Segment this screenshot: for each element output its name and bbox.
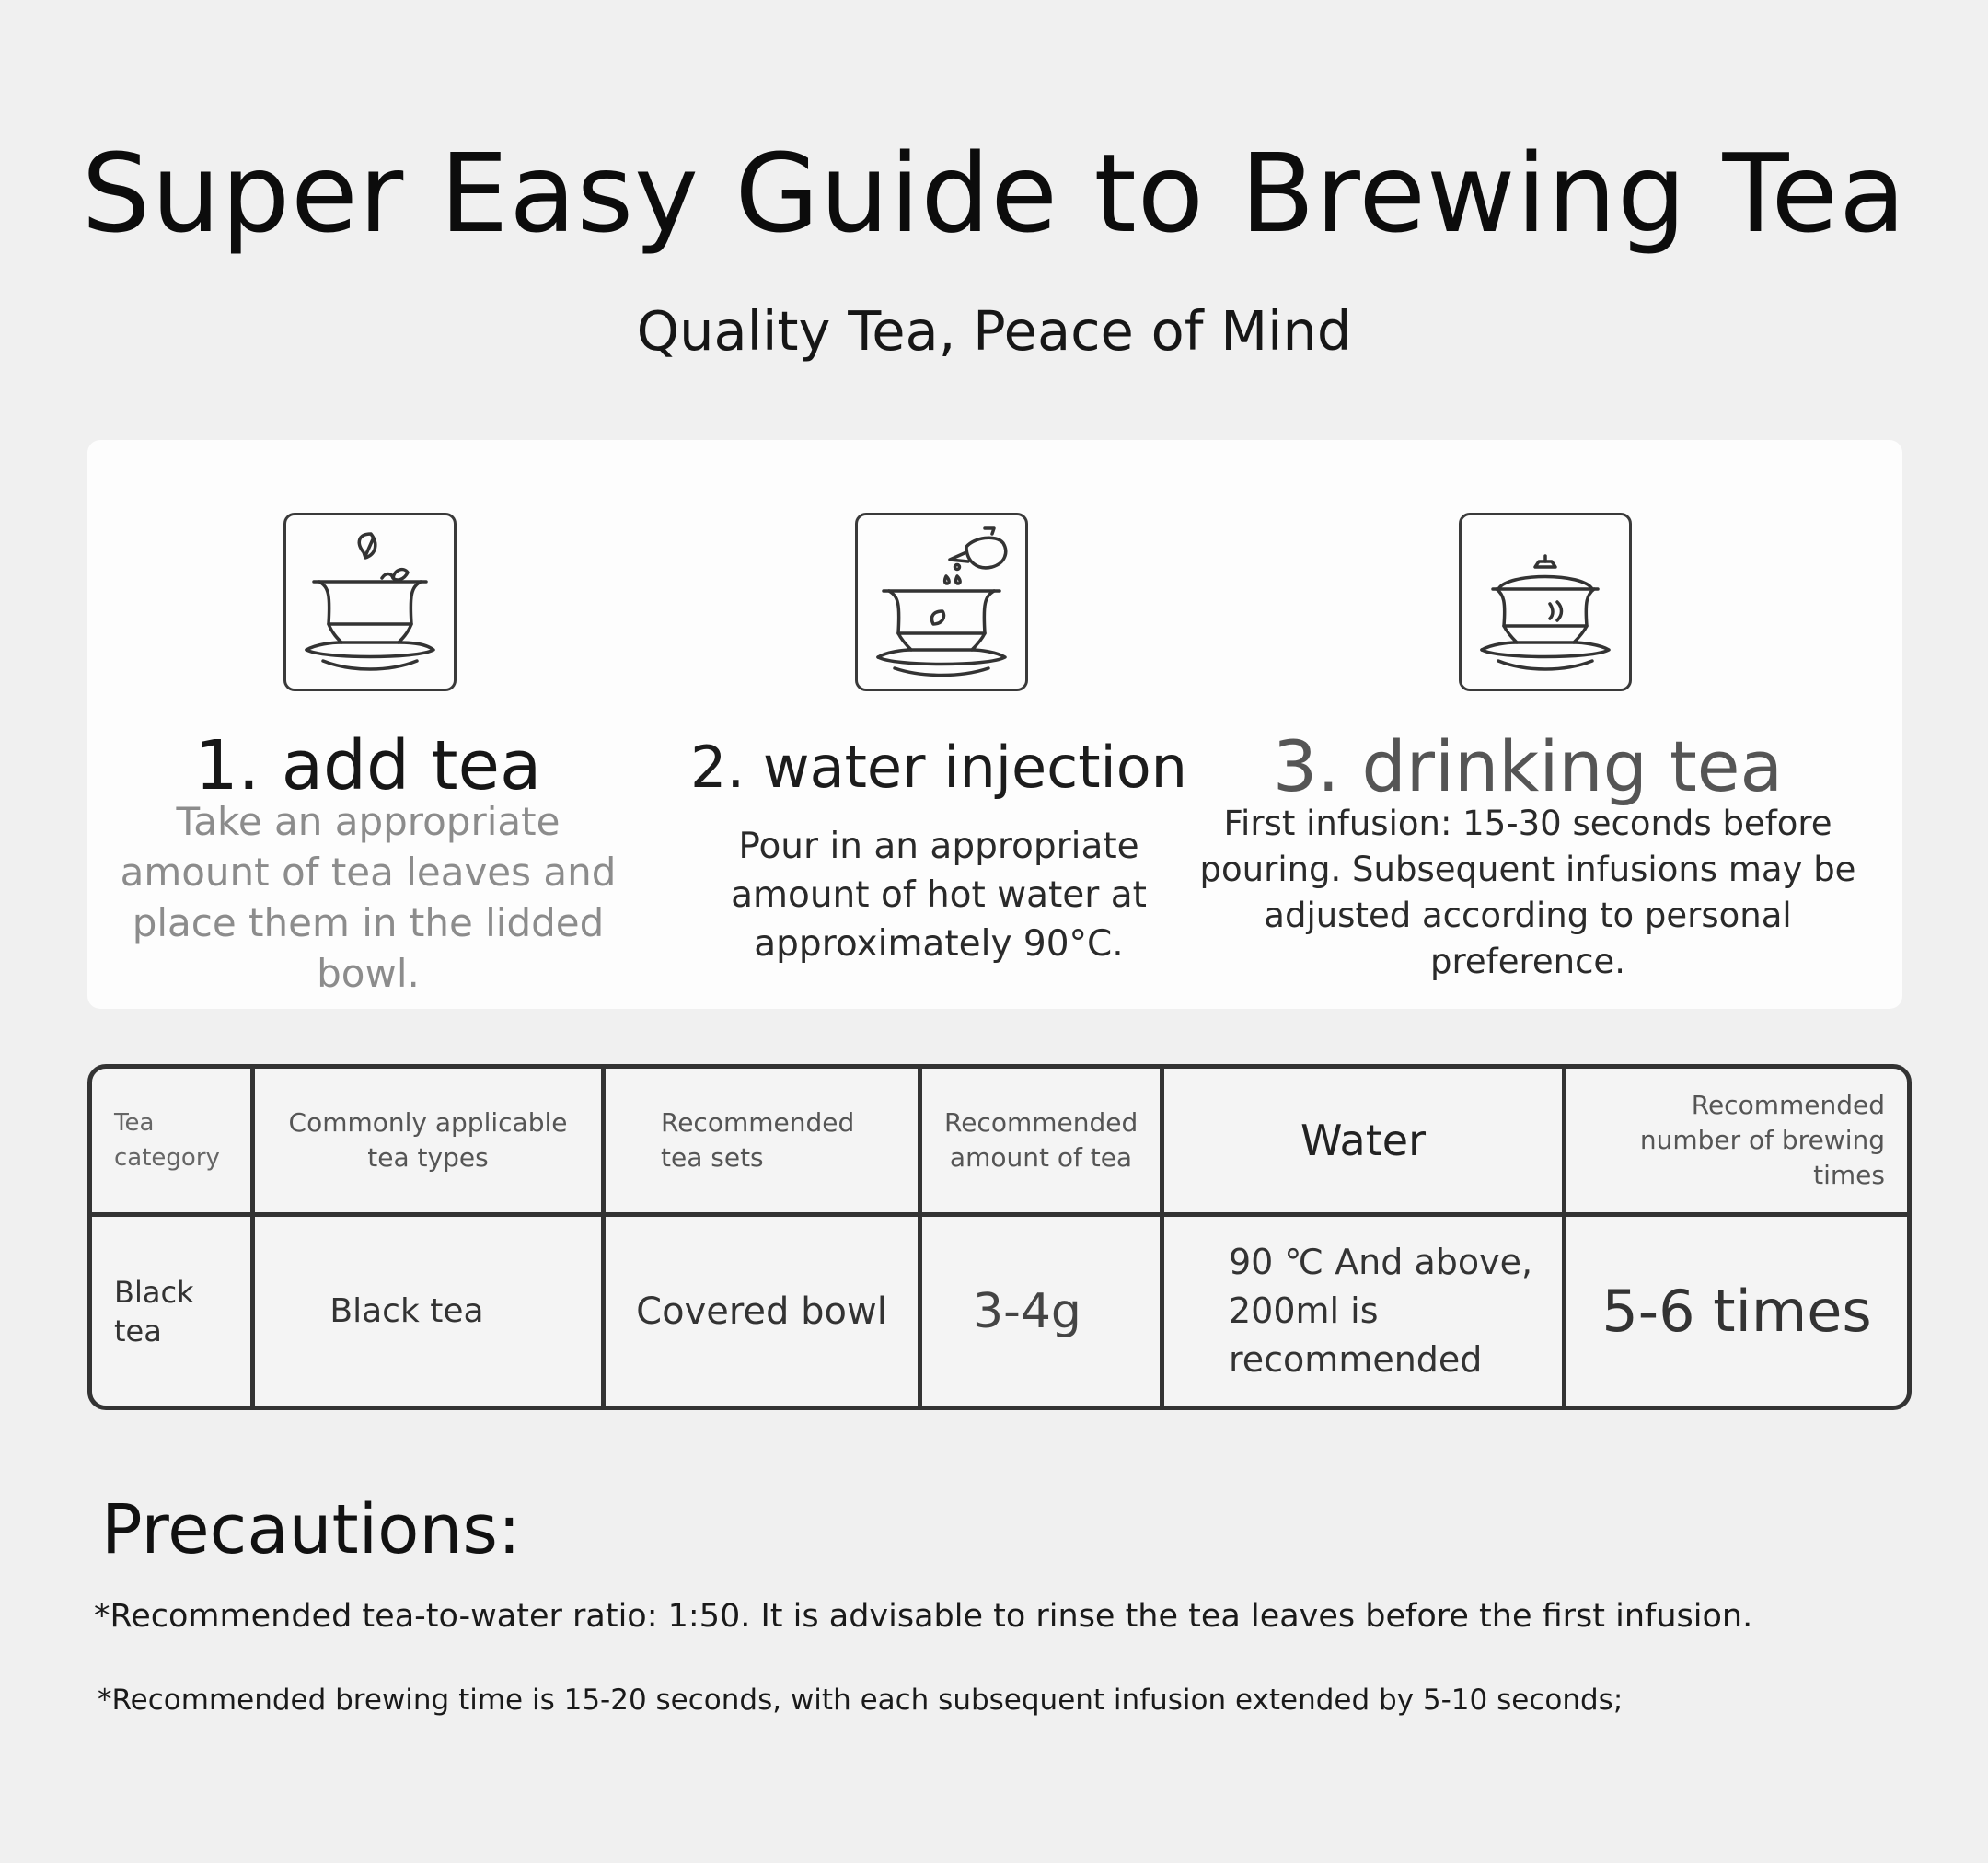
header-amount: Recommended amount of tea: [922, 1069, 1164, 1217]
table-row: [92, 1217, 1907, 1406]
page-title: Super Easy Guide to Brewing Tea: [81, 130, 1907, 257]
lidded-bowl-with-leaves-icon: [283, 513, 457, 691]
brewing-table: [87, 1064, 1912, 1410]
header-tea-sets: Recommended tea sets: [606, 1069, 922, 1217]
step-3-description: First infusion: 15-30 seconds before pouring. Subsequent infusions may be adjusted according to personal preference.: [1199, 804, 1856, 981]
step-3-title: 3. drinking tea: [1272, 725, 1784, 807]
cell-amount: 3-4g: [922, 1217, 1164, 1406]
step-2-description: Pour in an appropriate amount of hot water at approximately 90°C.: [731, 826, 1147, 965]
header-tea-category: Tea category: [92, 1069, 255, 1217]
teapot-pouring-water-icon: [855, 513, 1028, 691]
covered-bowl-icon: [1459, 513, 1632, 691]
precaution-note: *Recommended tea-to-water ratio: 1:50. It is advisable to rinse the tea leaves before the first infusion.: [94, 1598, 1753, 1635]
table-header-row: [92, 1069, 1907, 1217]
precaution-note: *Recommended brewing time is 15-20 seconds, with each subsequent infusion extended by 5-10 seconds;: [98, 1684, 1624, 1717]
cell-tea-types: Black tea: [255, 1217, 606, 1406]
page-subtitle: Quality Tea, Peace of Mind: [636, 299, 1352, 363]
header-water: Water: [1164, 1069, 1566, 1217]
step-1-description: Take an appropriate amount of tea leaves and place them in the lidded bowl.: [120, 799, 617, 996]
header-brewing-times: Recommended number of brewing times: [1566, 1069, 1907, 1217]
step-2-title: 2. water injection: [690, 734, 1187, 801]
cell-brewing-times: 5-6 times: [1601, 1278, 1872, 1345]
header-tea-types: Commonly applicable tea types: [255, 1069, 606, 1217]
cell-tea-category: Black tea: [92, 1217, 255, 1406]
cell-water: 90 ℃ And above, 200ml is recommended: [1164, 1217, 1566, 1406]
precautions-heading: Precautions:: [101, 1490, 521, 1569]
step-1-title: 1. add tea: [194, 726, 542, 805]
cell-tea-sets: Covered bowl: [606, 1217, 922, 1406]
